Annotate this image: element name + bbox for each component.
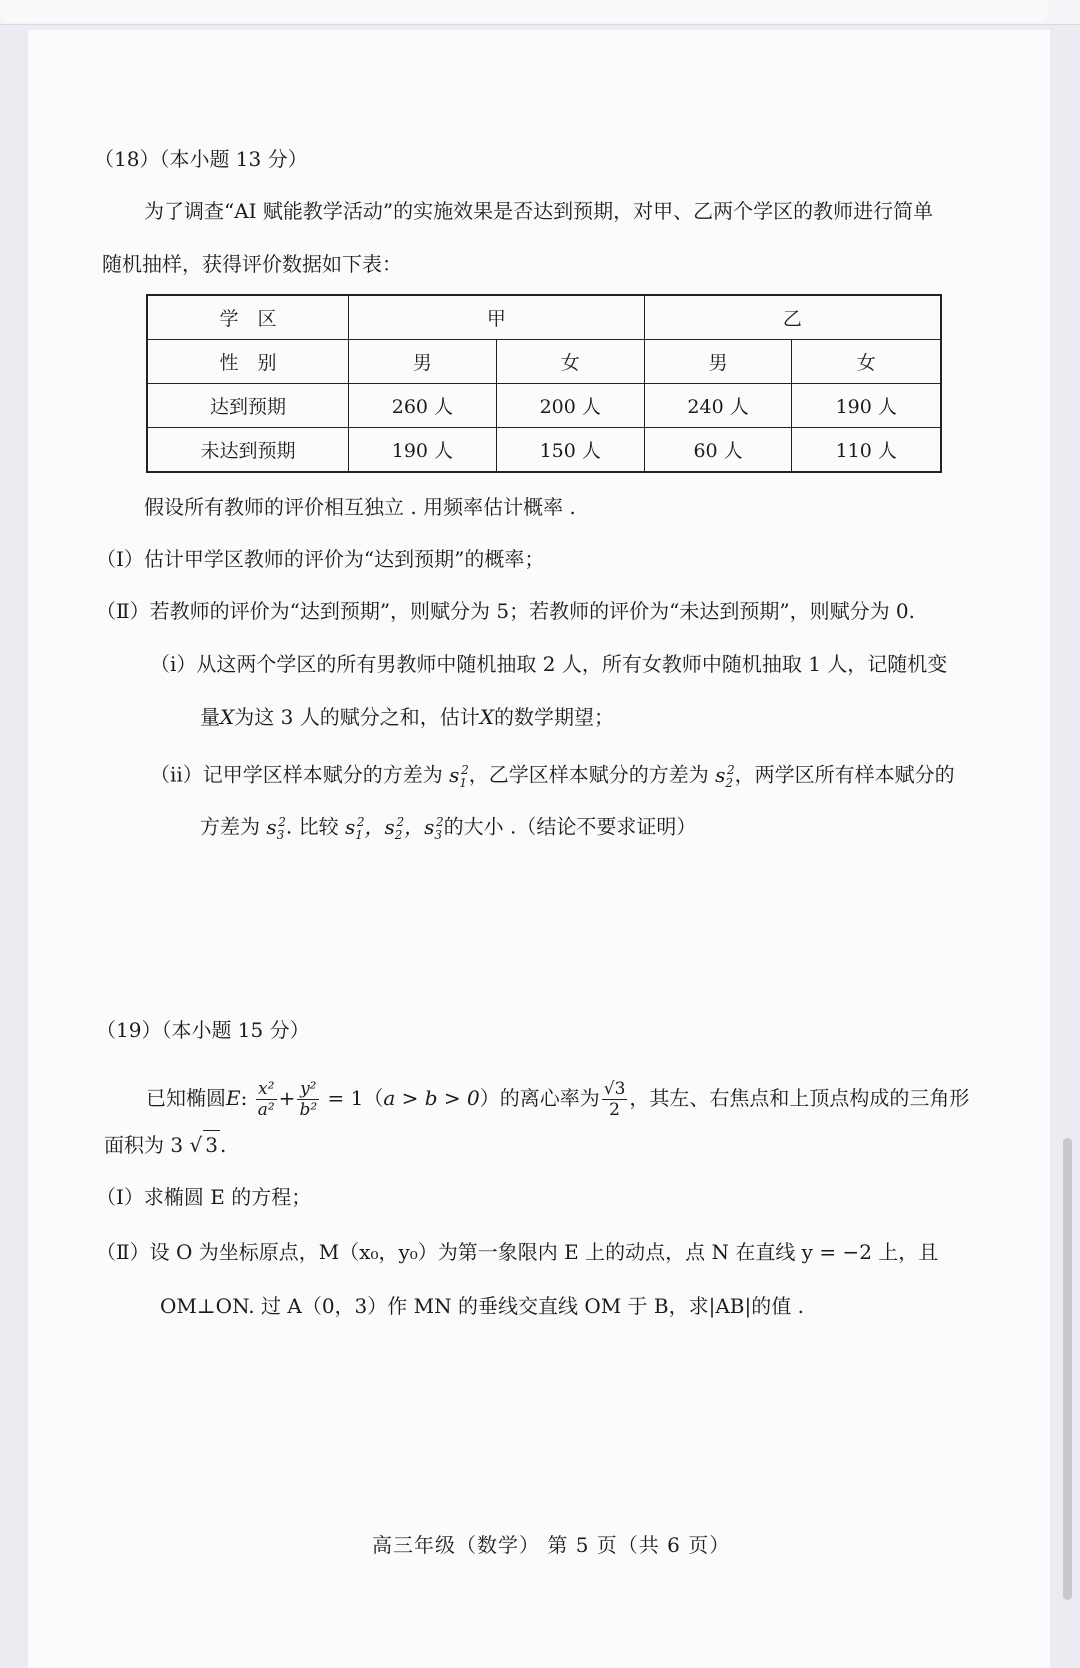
q18-intro-line1: 为了调查“AI 赋能教学活动”的实施效果是否达到预期，对甲、乙两个学区的教师进行简单 <box>144 199 934 223</box>
scrollbar-thumb[interactable] <box>1063 1138 1072 1600</box>
q18-part2-i-line2 <box>200 703 614 731</box>
table-cell: 190 人 <box>792 384 941 428</box>
text-run: 面积为 3 <box>104 1133 184 1157</box>
table-row <box>147 384 941 428</box>
variable-x: X <box>479 705 494 729</box>
text-run: ，其左、右焦点和上顶点构成的三角形 <box>629 1086 970 1110</box>
q19-part1: （Ⅰ）求椭圆 E 的方程； <box>96 1185 312 1209</box>
q18-part1: （Ⅰ）估计甲学区教师的评价为“达到预期”的概率； <box>96 547 545 571</box>
text-run: 已知椭圆 <box>146 1086 226 1110</box>
text-run: ）的离心率为 <box>479 1086 600 1110</box>
text-run: = 1（ <box>327 1086 384 1110</box>
text-run: . <box>219 1133 227 1157</box>
table-row <box>147 340 941 384</box>
variance-s2: $s_2^2$ <box>715 762 735 790</box>
text-run: 的大小 .（结论不要求证明） <box>443 814 697 839</box>
variance-list: $s_1^2$，$s_2^2$，$s_3^2$ <box>344 814 444 842</box>
table-cell: 甲 <box>349 295 645 340</box>
text-run: . 比较 <box>285 814 339 839</box>
condition: a > b > 0 <box>383 1086 480 1110</box>
text-run: 的数学期望； <box>493 705 614 729</box>
fraction-x-over-a: $\frac{\text{x²}}{\text{a²}}$ <box>257 1079 275 1120</box>
text-run: （ⅱ）记甲学区样本赋分的方差为 <box>150 762 443 787</box>
variable-e: E <box>226 1086 241 1110</box>
evaluation-table <box>146 294 942 473</box>
q19-area: 面积为 3 √ 3 . <box>104 1130 226 1159</box>
text-run: ，两学区所有样本赋分的 <box>734 762 955 787</box>
page-footer: 高三年级（数学） 第 5 页（共 6 页） <box>372 1533 731 1557</box>
q18-header: （18）（本小题 13 分） <box>94 147 308 171</box>
text-run: 为这 3 人的赋分之和，估计 <box>234 705 480 729</box>
top-bar <box>0 0 1080 25</box>
table-cell: 男 <box>644 340 792 384</box>
table-cell: 60 人 <box>644 428 792 473</box>
text-run: 方差为 <box>200 814 260 839</box>
variance-s1: $s_1^2$ <box>449 762 469 790</box>
table-cell: 110 人 <box>792 428 941 473</box>
q18-assumption: 假设所有教师的评价相互独立 . 用频率估计概率 . <box>144 495 576 519</box>
table-row <box>147 428 941 473</box>
text-run: ，乙学区样本赋分的方差为 <box>468 762 709 787</box>
text-run: + <box>278 1086 296 1110</box>
table-cell: 200 人 <box>496 384 644 428</box>
table-cell: 学 区 <box>147 295 349 340</box>
q18-part2-ii-line1 <box>150 756 955 797</box>
text-run: 量 <box>200 705 220 729</box>
q19-part2-line1: （Ⅱ）设 O 为坐标原点，M（x₀，y₀）为第一象限内 E 上的动点，点 N 在直线 y = −2 上，且 <box>96 1240 939 1264</box>
q18-part2-i-line1: （ⅰ）从这两个学区的所有男教师中随机抽取 2 人，所有女教师中随机抽取 1 人，记随机变 <box>150 652 948 676</box>
table-cell: 达到预期 <box>147 384 349 428</box>
q19-part2-line2: OM⊥ON. 过 A（0，3）作 MN 的垂线交直线 OM 于 B，求|AB|的值 . <box>160 1294 804 1318</box>
fraction-eccentricity: $\frac{√3}{2}$ <box>603 1079 626 1120</box>
table-cell: 男 <box>349 340 497 384</box>
table-cell: 260 人 <box>349 384 497 428</box>
variance-s3: $s_3^2$ <box>266 814 286 842</box>
q19-header: （19）（本小题 15 分） <box>96 1018 310 1042</box>
table-cell: 女 <box>792 340 941 384</box>
q19-intro <box>146 1078 969 1120</box>
table-cell: 150 人 <box>496 428 644 473</box>
variable-x: X <box>220 705 235 729</box>
q18-part2-ii-line2 <box>200 808 696 849</box>
table-cell: 190 人 <box>349 428 497 473</box>
table-row <box>147 295 941 340</box>
fraction-y-over-b: $\frac{\text{y²}}{\text{b²}}$ <box>299 1079 318 1120</box>
q18-part2: （Ⅱ）若教师的评价为“达到预期”，则赋分为 5；若教师的评价为“未达到预期”，则赋分为 0. <box>96 599 916 623</box>
table-cell: 240 人 <box>644 384 792 428</box>
table-cell: 乙 <box>644 295 941 340</box>
table-cell: 未达到预期 <box>147 428 349 473</box>
text-run: : <box>240 1086 248 1110</box>
sqrt-value: 3 <box>203 1130 220 1159</box>
q18-intro-line2: 随机抽样，获得评价数据如下表： <box>102 252 402 276</box>
table-cell: 性 别 <box>147 340 349 384</box>
table-cell: 女 <box>496 340 644 384</box>
